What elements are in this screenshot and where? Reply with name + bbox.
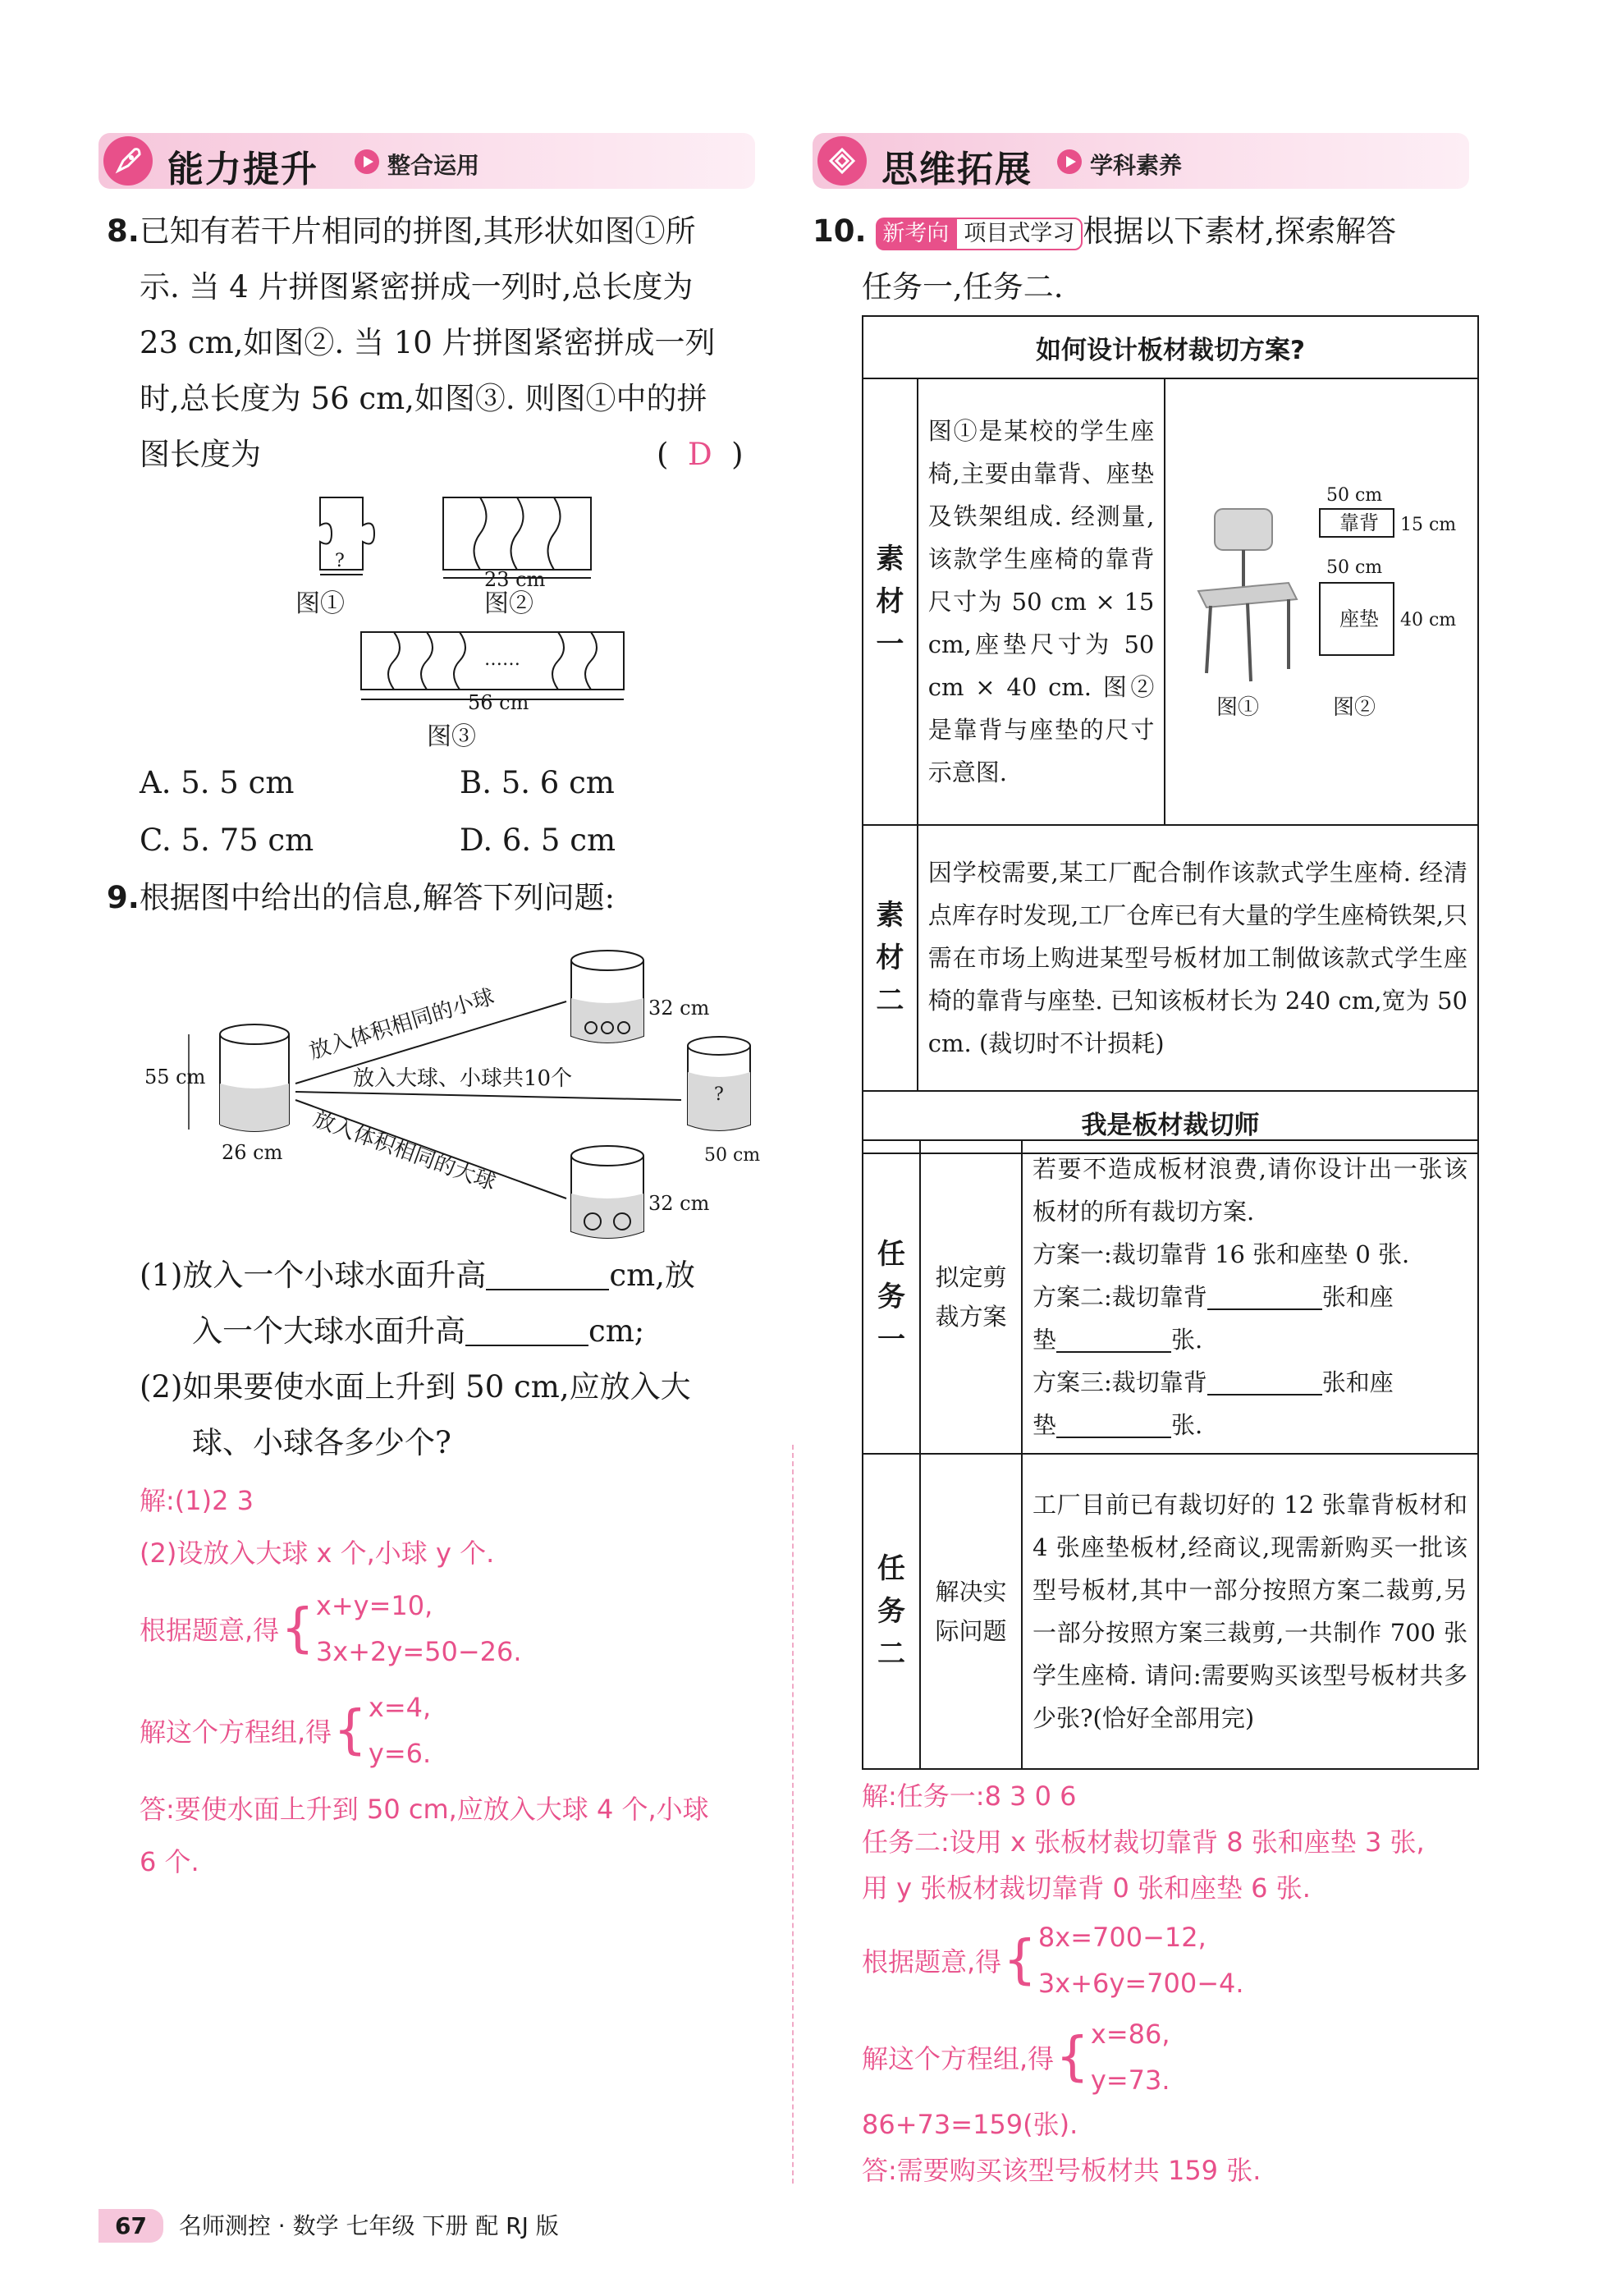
task-1-content [1022, 1140, 1478, 1454]
task-1-plan-3 [1033, 1361, 1468, 1446]
q9-h50: 50 cm [704, 1145, 761, 1166]
q9-sol-3 [140, 1583, 522, 1675]
back-label: 靠背 [1339, 511, 1380, 534]
q10-sol-5 [862, 2011, 1170, 2103]
q9-cylinder-diagram [140, 936, 763, 1264]
q10-sol-6: 86+73=159(张). [862, 2109, 1078, 2140]
seat-label: 座垫 [1339, 607, 1380, 630]
plan2-blank-1[interactable] [1207, 1279, 1322, 1310]
task-2-content: 工厂目前已有裁切好的 12 张靠背板材和 4 张座垫板材,经商议,现需新购买一批该型号板材,其中一部分按照方案二裁剪,另一部分按照方案三裁剪,一共制作 700 张学生座椅. 请问:需要购买该型号板材共多少张?(恰好全部用完) [1022, 1454, 1478, 1769]
q10-sol-4 [862, 1914, 1244, 2006]
q8-fig1-qmark: ? [335, 551, 345, 571]
q8-text: 已知有若干片相同的拼图,其形状如图①所 [139, 213, 696, 249]
banner-title: 能力提升 [167, 149, 318, 190]
column-divider [792, 1445, 794, 2184]
q8-option-a[interactable]: A. 5. 5 cm [140, 765, 295, 800]
back-width: 50 cm [1326, 484, 1383, 506]
q8-fig1-label: 图① [295, 589, 345, 618]
q10-stem-line2: 任务一,任务二. [862, 269, 1064, 305]
material-1-label-text: 素材一 [876, 543, 904, 661]
q9-sol-1: 解:(1)2 3 [140, 1485, 254, 1516]
q9-h32b: 32 cm [648, 1192, 710, 1215]
q9-solutions [369, 1684, 431, 1776]
table-header-1: 如何设计板材裁切方案? [863, 316, 1478, 378]
q10-s2: y=73. [1090, 2065, 1170, 2096]
plan2-d: 张. [1171, 1326, 1203, 1354]
rect-fig2-label: 图② [1333, 694, 1376, 720]
q8-option-d[interactable]: D. 6. 5 cm [460, 823, 616, 858]
q9-s2: y=6. [368, 1738, 432, 1769]
q8-number: 8. [107, 213, 140, 249]
q8-line-5: 图长度为 [140, 437, 261, 472]
plan3-d: 张. [1171, 1411, 1203, 1439]
banner-subtitle: 学科素养 [1090, 152, 1183, 179]
table-header-2: 我是板材裁切师 [863, 1091, 1478, 1153]
q10-solutions [1091, 2011, 1170, 2103]
section-banner-right [813, 133, 1469, 189]
paren-close: ) [731, 437, 744, 472]
q10-stem-line1 [813, 204, 1396, 259]
task-1-intro: 若要不造成板材浪费,请你设计出一张该板材的所有裁切方案. [1033, 1155, 1468, 1226]
q10-sol-2: 任务二:设用 x 张板材裁切靠背 8 张和座垫 3 张, [862, 1826, 1425, 1858]
q9-sub1-line1 [140, 1248, 695, 1304]
q9-sub1-line2 [192, 1304, 644, 1359]
q8-len23: 23 cm [484, 568, 546, 591]
task-1-mid [920, 1140, 1022, 1454]
chair-fig1-label: 图① [1216, 694, 1260, 720]
q10-number: 10. [813, 213, 867, 249]
q9-sub2-line1: (2)如果要使水面上升到 50 cm,应放入大 [140, 1369, 691, 1405]
plan2-blank-2[interactable] [1056, 1322, 1171, 1353]
plan2-c: 垫 [1033, 1326, 1057, 1354]
back-height: 15 cm [1400, 514, 1457, 535]
chair-diagram [1165, 476, 1474, 722]
q10-sol-3: 用 y 张板材裁切靠背 0 张和座垫 6 张. [862, 1872, 1311, 1904]
plan3-a: 方案三:裁切靠背 [1033, 1368, 1207, 1396]
q8-option-c[interactable]: C. 5. 75 cm [140, 823, 314, 858]
material-1-figure [1165, 378, 1478, 825]
q9-number: 9. [107, 880, 140, 915]
footer-text: 名师测控 · 数学 七年级 下册 配 RJ 版 [178, 2212, 559, 2239]
plan3-blank-1[interactable] [1207, 1364, 1322, 1395]
q9-arrow3-label: 放入体积相同的大球 [309, 1107, 499, 1196]
brace-icon: { [1055, 2027, 1089, 2087]
q10-eq2: 3x+6y=700−4. [1037, 1968, 1244, 1999]
layers-icon [817, 136, 867, 186]
material-2-label [863, 825, 918, 1091]
seat-width: 50 cm [1326, 557, 1383, 578]
paren-open: ( [657, 437, 669, 472]
q10-s1: x=86, [1090, 2019, 1170, 2050]
q8-line-4: 时,总长度为 56 cm,如图③. 则图①中的拼 [140, 381, 707, 416]
q8-fig3-label: 图③ [427, 722, 476, 751]
q9-stem-text: 根据图中给出的信息,解答下列问题: [139, 880, 616, 915]
plan3-c: 垫 [1033, 1411, 1057, 1439]
material-2-text: 因学校需要,某工厂配合制作该款式学生座椅. 经清点库存时发现,工厂仓库已有大量的学生座椅铁架,只需在市场上购进某型号板材加工制做该款式学生座椅的靠背与座垫. 已知该板材长为 240 cm,宽为 50 cm. (裁切时不计损耗) [918, 825, 1478, 1091]
q10-task-table [862, 1139, 1479, 1770]
q8-fig2-puzzle [443, 497, 591, 578]
q9-blank-2[interactable] [465, 1312, 588, 1346]
q10-stem1: 根据以下素材,探索解答 [1083, 213, 1397, 249]
q9-eq2: 3x+2y=50−26. [315, 1636, 522, 1667]
q9-sub1-c: 入一个大球水面升高 [192, 1313, 465, 1349]
task-1-label-text: 任务一 [877, 1238, 905, 1356]
q8-line-3: 23 cm,如图②. 当 10 片拼图紧密拼成一列 [140, 325, 716, 360]
q10-equations [1038, 1914, 1244, 2006]
material-1-label [863, 378, 918, 825]
plan3-b: 张和座 [1321, 1368, 1394, 1396]
plan3-blank-2[interactable] [1056, 1407, 1171, 1438]
q9-sub1-a: (1)放入一个小球水面升高 [140, 1258, 487, 1293]
banner-subtitle: 整合运用 [387, 152, 480, 179]
page-footer [98, 2208, 559, 2243]
q9-eq1: x+y=10, [315, 1590, 433, 1621]
material-1-text: 图①是某校的学生座椅,主要由靠背、座垫及铁架组成. 经测量,该款学生座椅的靠背尺寸为 50 cm × 15 cm,座垫尺寸为 50 cm × 40 cm. 图②是靠背与座垫的尺寸示意图. [918, 378, 1165, 825]
page-number: 67 [98, 2209, 163, 2243]
q9-sol-6: 6 个. [140, 1846, 199, 1877]
q10-sol-7: 答:需要购买该型号板材共 159 张. [862, 2155, 1261, 2186]
q9-arrow1-label: 放入体积相同的小球 [306, 984, 497, 1065]
task-1-plan-2 [1033, 1276, 1468, 1361]
q10-eq1: 8x=700−12, [1037, 1922, 1207, 1953]
q8-answer-bracket [657, 427, 744, 483]
q9-arrow2-label: 放入大球、小球共10个 [353, 1066, 573, 1091]
brace-icon: { [1003, 1930, 1037, 1991]
q8-line-2: 示. 当 4 片拼图紧密拼成一列时,总长度为 [140, 269, 694, 305]
q10-material-table [862, 315, 1479, 1154]
q9-sub2-line2: 球、小球各多少个? [192, 1425, 451, 1460]
task-2-mid-text: 解决实际问题 [935, 1578, 1007, 1645]
brace-icon: { [281, 1598, 314, 1659]
plan2-b: 张和座 [1321, 1283, 1394, 1311]
q9-sol-4 [140, 1684, 431, 1776]
q9-s1: x=4, [368, 1692, 432, 1723]
task-2-label-text: 任务二 [877, 1552, 905, 1670]
q8-line-1 [107, 204, 696, 259]
banner-title: 思维拓展 [881, 149, 1033, 190]
q8-fig2-label: 图② [484, 589, 533, 618]
q9-d26: 26 cm [222, 1141, 283, 1164]
q10-sol-5-text: 解这个方程组,得 [862, 2043, 1055, 2074]
material-2-label-text: 素材二 [876, 899, 904, 1017]
task-2-mid [920, 1454, 1022, 1769]
q9-qmark: ? [714, 1084, 724, 1105]
q10-tag-project: 项目式学习 [955, 218, 1083, 250]
task-2-label [863, 1454, 920, 1769]
q8-option-b[interactable]: B. 5. 6 cm [460, 765, 615, 800]
q8-answer: D [687, 437, 712, 472]
rocket-icon [103, 136, 153, 186]
q10-sol-4-text: 根据题意,得 [862, 1946, 1002, 1977]
q8-len56: 56 cm [468, 691, 529, 714]
q9-sol-5: 答:要使水面上升到 50 cm,应放入大球 4 个,小球 [140, 1794, 709, 1825]
q9-sol-2: (2)设放入大球 x 个,小球 y 个. [140, 1538, 495, 1569]
chair-back-shape [1215, 509, 1272, 550]
q8-dots: …… [484, 649, 520, 670]
q9-equations [316, 1583, 522, 1675]
q9-sol-4-text: 解这个方程组,得 [140, 1716, 332, 1748]
q9-h32a: 32 cm [648, 997, 710, 1020]
task-1-label [863, 1140, 920, 1454]
q9-blank-1[interactable] [486, 1256, 609, 1290]
q10-sol-1: 解:任务一:8 3 0 6 [862, 1780, 1077, 1812]
seat-height: 40 cm [1400, 609, 1457, 630]
play-icon [355, 149, 379, 174]
q9-sub1-b: cm,放 [609, 1258, 695, 1293]
task-1-plan-1: 方案一:裁切靠背 16 张和座垫 0 张. [1033, 1240, 1410, 1268]
task-1-mid-text: 拟定剪裁方案 [935, 1263, 1007, 1331]
q10-tag-new: 新考向 [876, 218, 955, 250]
plan2-a: 方案二:裁切靠背 [1033, 1283, 1207, 1311]
q9-sub1-d: cm; [588, 1313, 645, 1349]
brace-icon: { [333, 1700, 367, 1761]
play-icon [1057, 149, 1082, 174]
section-banner-left [98, 133, 755, 189]
q9-h55: 55 cm [144, 1066, 206, 1088]
q8-puzzle-figures [295, 493, 657, 714]
q9-stem [107, 870, 615, 926]
q9-sol-3-text: 根据题意,得 [140, 1615, 280, 1646]
